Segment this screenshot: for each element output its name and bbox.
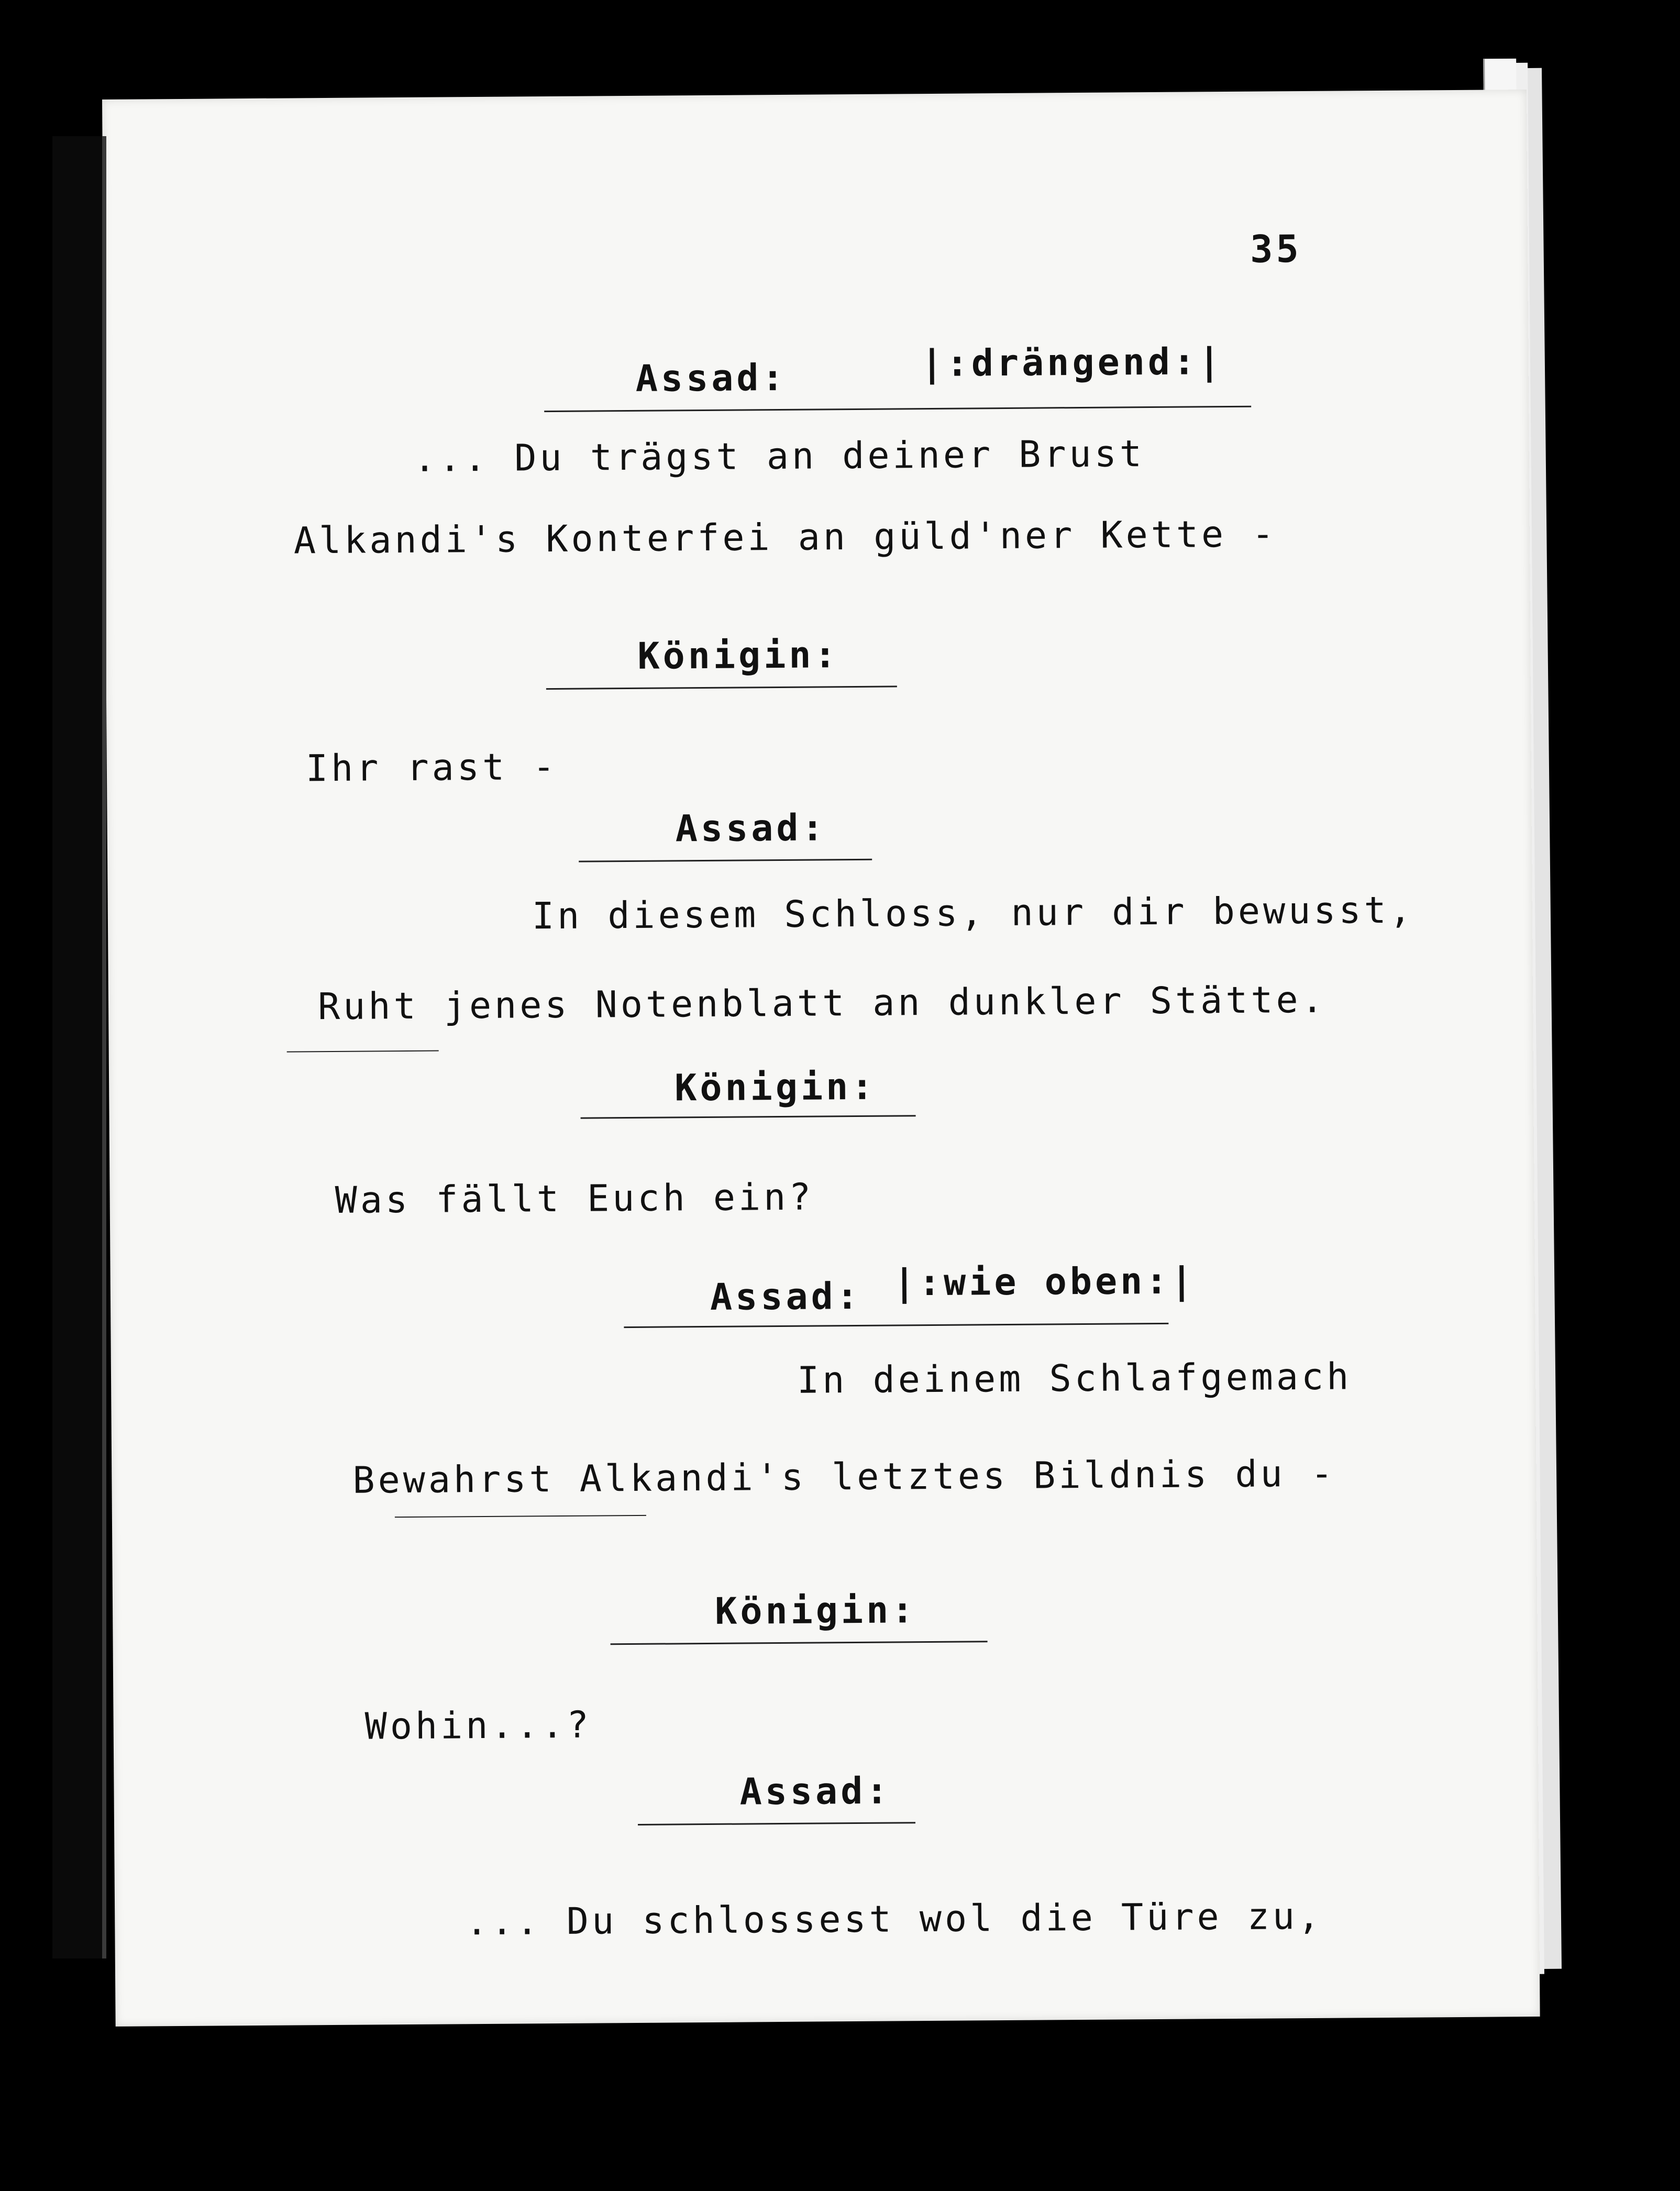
speaker-label: Königin: — [674, 1065, 877, 1110]
speaker-underline — [546, 685, 897, 690]
speaker-underline — [611, 1641, 988, 1645]
page-number: 35 — [1250, 227, 1302, 271]
stray-underline — [287, 1050, 439, 1053]
verse-line: Ruht jenes Notenblatt an dunkler Stätte. — [317, 978, 1327, 1028]
verse-line: Alkandi's Konterfei an güld'ner Kette - — [293, 512, 1277, 562]
speaker-label: Königin: — [637, 633, 839, 678]
speaker-underline — [624, 1323, 1168, 1328]
verse-line: In deinem Schlafgemach — [797, 1355, 1352, 1402]
verse-line: Ihr rast - — [305, 745, 558, 790]
binding-shadow — [52, 136, 106, 1958]
speaker-label: Assad: — [739, 1769, 891, 1813]
speaker-label: Assad: — [710, 1274, 862, 1319]
speaker-label: Königin: — [714, 1588, 917, 1633]
verse-line: Was fällt Euch ein? — [335, 1175, 814, 1222]
verse-line: Wohin...? — [364, 1703, 592, 1748]
stage-direction: |:wie oben:| — [893, 1259, 1196, 1304]
speaker-label: Assad: — [635, 356, 787, 400]
typescript-page — [102, 90, 1540, 2027]
speaker-underline — [544, 406, 1251, 412]
verse-line: ... Du trägst an deiner Brust — [413, 432, 1145, 480]
stray-underline — [395, 1515, 646, 1518]
verse-line: ... Du schlossest wol die Türe zu, — [466, 1894, 1323, 1944]
speaker-underline — [579, 859, 872, 862]
verse-line: Bewahrst Alkandi's letztes Bildnis du - — [352, 1452, 1336, 1502]
speaker-underline — [581, 1115, 916, 1119]
speaker-underline — [638, 1822, 915, 1825]
verse-line: In diesem Schloss, nur dir bewusst, — [532, 888, 1415, 938]
speaker-label: Assad: — [675, 806, 827, 850]
stage-direction: |:drängend:| — [921, 340, 1224, 385]
